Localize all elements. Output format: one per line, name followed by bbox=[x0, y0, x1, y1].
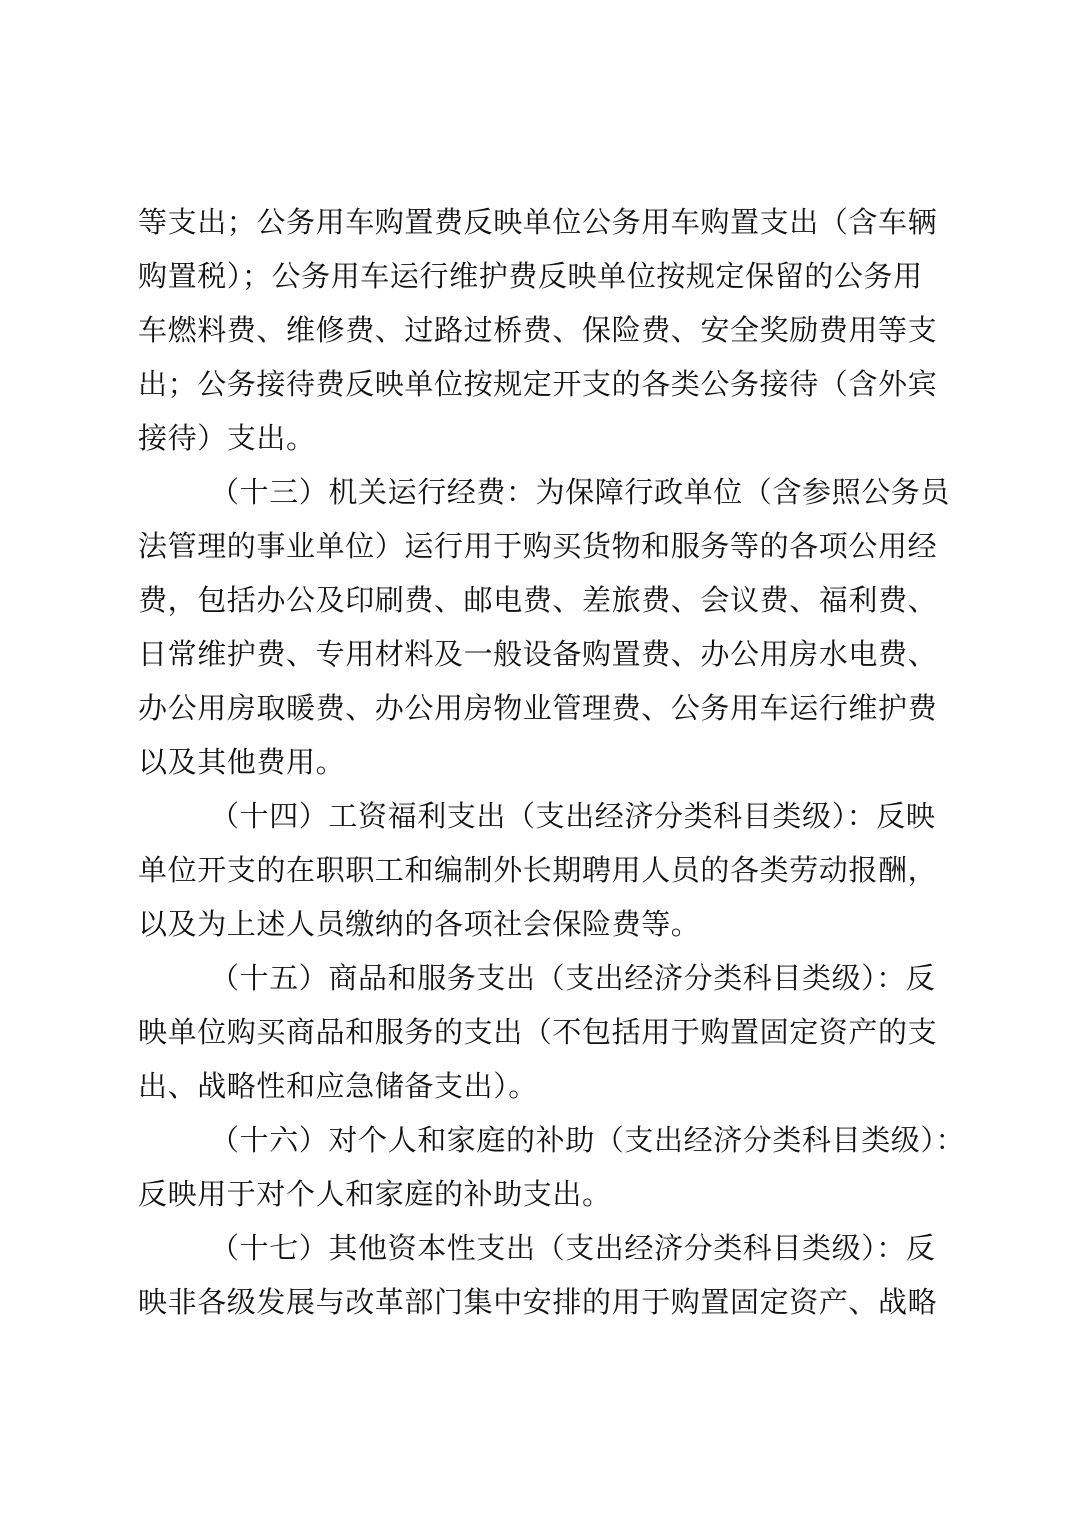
text-line: 映单位购买商品和服务的支出（不包括用于购置固定资产的支 bbox=[138, 1015, 938, 1049]
text-line: 以及其他费用。 bbox=[138, 745, 346, 779]
text-line: 费，包括办公及印刷费、邮电费、差旅费、会议费、福利费、 bbox=[138, 583, 938, 617]
paragraph-17-start: （十七）其他资本性支出（支出经济分类科目类级）：反 bbox=[210, 1231, 936, 1265]
paragraph-15-start: （十五）商品和服务支出（支出经济分类科目类级）：反 bbox=[210, 961, 936, 995]
text-line: 法管理的事业单位）运行用于购买货物和服务等的各项公用经 bbox=[138, 529, 938, 563]
paragraph-13-start: （十三）机关运行经费：为保障行政单位（含参照公务员 bbox=[210, 475, 951, 509]
text-line: 出、战略性和应急储备支出）。 bbox=[138, 1069, 538, 1103]
text-line: 单位开支的在职职工和编制外长期聘用人员的各类劳动报酬， bbox=[138, 853, 938, 887]
paragraph-16-start: （十六）对个人和家庭的补助（支出经济分类科目类级）： bbox=[210, 1123, 966, 1157]
text-line: 反映用于对个人和家庭的补助支出。 bbox=[138, 1177, 612, 1211]
text-line: 购置税）；公务用车运行维护费反映单位按规定保留的公务用 bbox=[138, 259, 923, 293]
text-line: 车燃料费、维修费、过路过桥费、保险费、安全奖励费用等支 bbox=[138, 313, 938, 347]
text-line: 等支出；公务用车购置费反映单位公务用车购置支出（含车辆 bbox=[138, 205, 938, 239]
text-line: 出；公务接待费反映单位按规定开支的各类公务接待（含外宾 bbox=[138, 367, 938, 401]
text-line: 以及为上述人员缴纳的各项社会保险费等。 bbox=[138, 907, 701, 941]
paragraph-14-start: （十四）工资福利支出（支出经济分类科目类级）：反映 bbox=[210, 799, 936, 833]
text-line: 接待）支出。 bbox=[138, 421, 316, 455]
text-line: 办公用房取暖费、办公用房物业管理费、公务用车运行维护费 bbox=[138, 691, 938, 725]
text-line: 日常维护费、专用材料及一般设备购置费、办公用房水电费、 bbox=[138, 637, 938, 671]
text-line: 映非各级发展与改革部门集中安排的用于购置固定资产、战略 bbox=[138, 1285, 938, 1319]
